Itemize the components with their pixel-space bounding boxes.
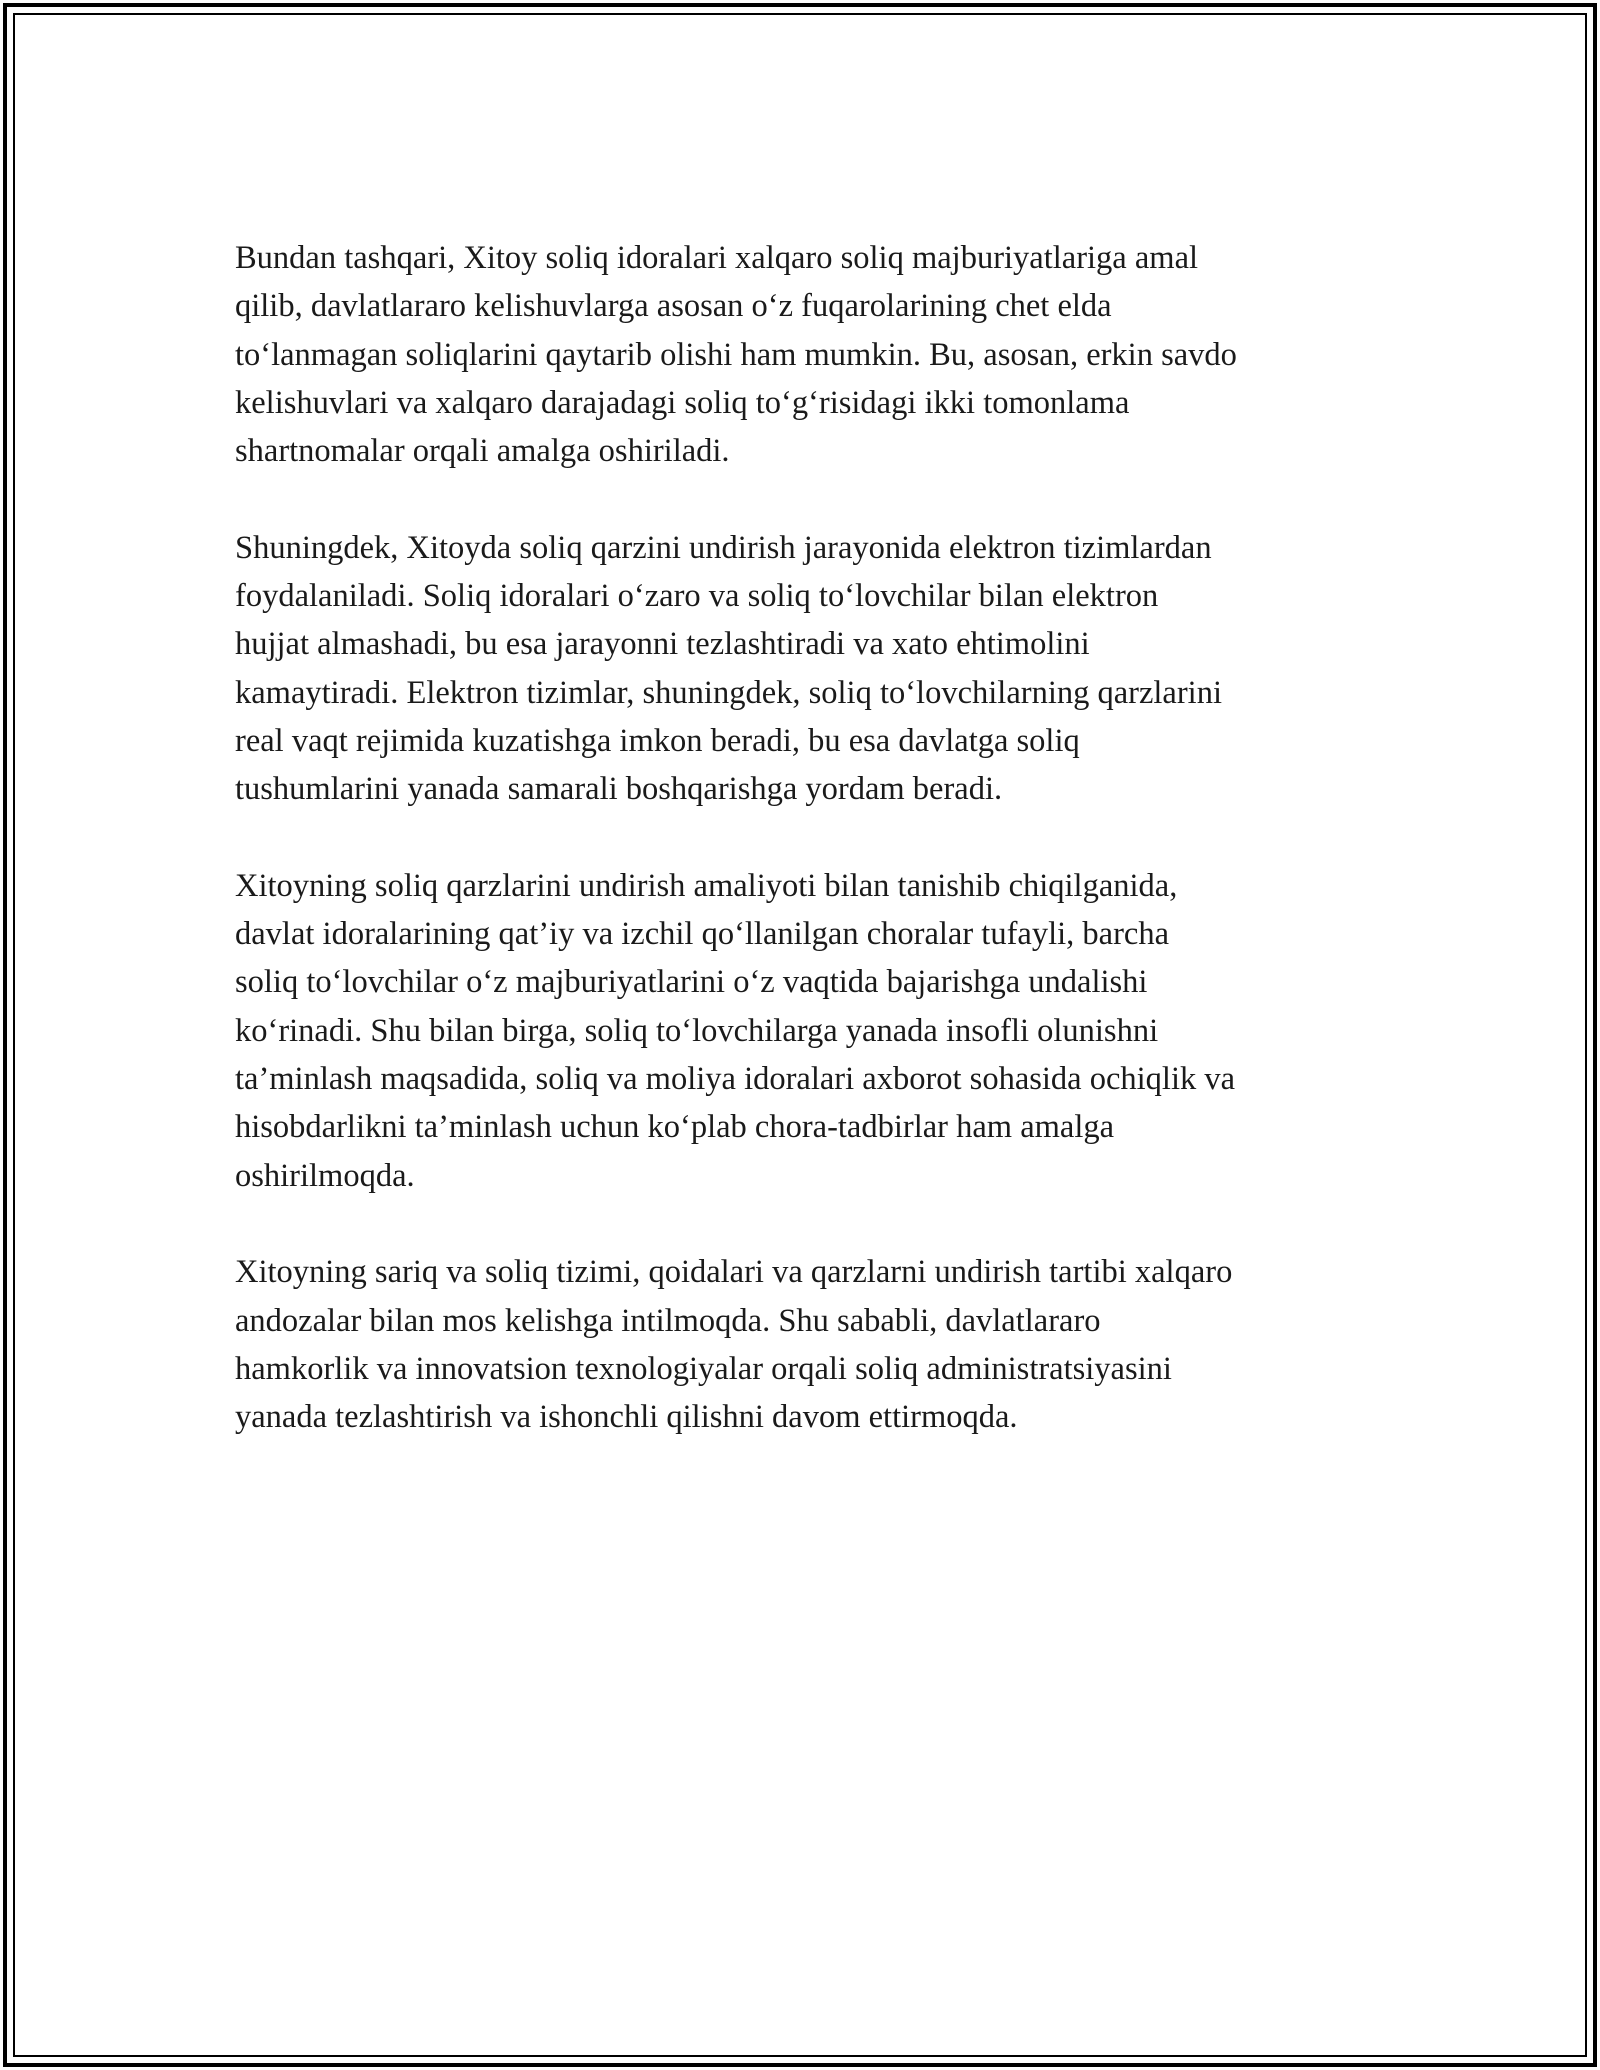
text-line: tushumlarini yanada samarali boshqarishga yordam beradi. xyxy=(235,771,1003,808)
paragraph-4 xyxy=(235,1248,1375,1441)
text-line: kamaytiradi. Elektron tizimlar, shuningdek, soliq to‘lovchilarning qarzlarini xyxy=(235,674,1222,711)
paragraph-1 xyxy=(235,234,1375,475)
paragraph-2 xyxy=(235,524,1375,814)
text-line: qilib, davlatlararo kelishuvlarga asosan o‘z fuqarolarining chet elda xyxy=(235,288,1112,325)
text-line: hujjat almashadi, bu esa jarayonni tezlashtiradi va xato ehtimolini xyxy=(235,626,1090,663)
text-line: kelishuvlari va xalqaro darajadagi soliq to‘g‘risidagi ikki tomonlama xyxy=(235,384,1130,421)
text-line: foydalaniladi. Soliq idoralari o‘zaro va soliq to‘lovchilar bilan elektron xyxy=(235,578,1159,615)
text-line: hamkorlik va innovatsion texnologiyalar orqali soliq administratsiyasini xyxy=(235,1350,1172,1387)
text-line: shartnomalar orqali amalga oshiriladi. xyxy=(235,433,730,470)
text-line: to‘lanmagan soliqlarini qaytarib olishi ham mumkin. Bu, asosan, erkin savdo xyxy=(235,336,1237,373)
text-line: andozalar bilan mos kelishga intilmoqda. Shu sababli, davlatlararo xyxy=(235,1302,1101,1339)
text-line: Shuningdek, Xitoyda soliq qarzini undirish jarayonida elektron tizimlardan xyxy=(235,529,1212,566)
text-line: Xitoyning sariq va soliq tizimi, qoidalari va qarzlarni undirish tartibi xalqaro xyxy=(235,1254,1233,1291)
text-line: ta’minlash maqsadida, soliq va moliya idoralari axborot sohasida ochiqlik va xyxy=(235,1061,1236,1098)
text-line: oshirilmoqda. xyxy=(235,1157,415,1194)
text-line: soliq to‘lovchilar o‘z majburiyatlarini o‘z vaqtida bajarishga undalishi xyxy=(235,964,1148,1001)
text-line: Xitoyning soliq qarzlarini undirish amaliyoti bilan tanishib chiqilganida, xyxy=(235,867,1178,904)
text-line: yanada tezlashtirish va ishonchli qilishni davom ettirmoqda. xyxy=(235,1399,1018,1436)
text-line: real vaqt rejimida kuzatishga imkon beradi, bu esa davlatga soliq xyxy=(235,722,1080,759)
text-line: davlat idoralarining qat’iy va izchil qo‘llanilgan choralar tufayli, barcha xyxy=(235,916,1169,953)
text-line: ko‘rinadi. Shu bilan birga, soliq to‘lovchilarga yanada insofli olunishni xyxy=(235,1012,1159,1049)
document-body xyxy=(235,234,1375,1490)
text-line: Bundan tashqari, Xitoy soliq idoralari xalqaro soliq majburiyatlariga amal xyxy=(235,240,1199,276)
text-line: hisobdarlikni ta’minlash uchun ko‘plab chora-tadbirlar ham amalga xyxy=(235,1109,1115,1146)
paragraph-3 xyxy=(235,862,1375,1200)
